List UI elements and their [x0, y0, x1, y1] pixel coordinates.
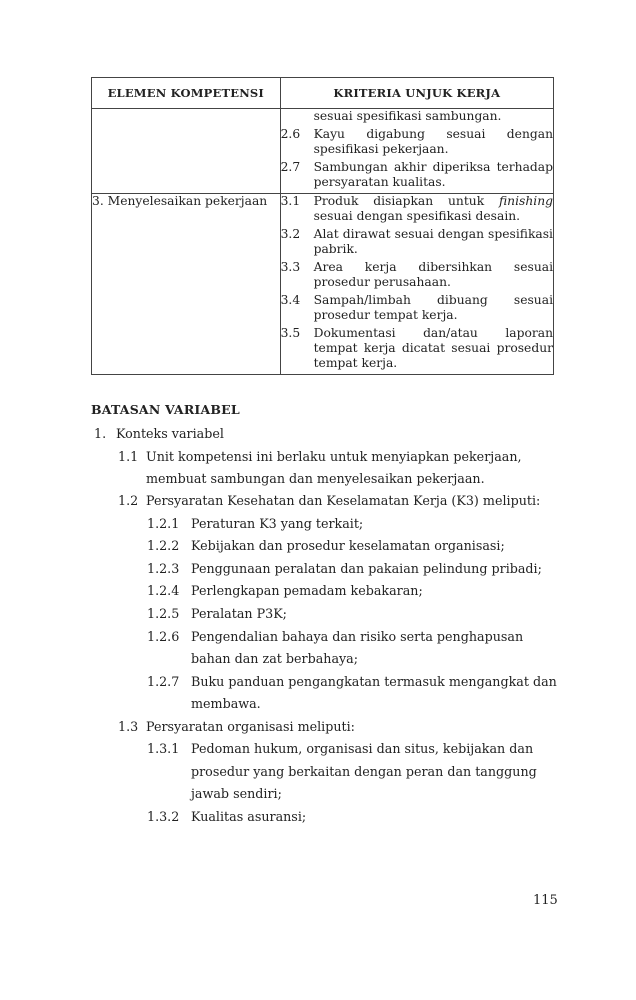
page-number: 115 [533, 893, 558, 908]
list-text: membawa. [191, 696, 261, 711]
list-text: Persyaratan organisasi meliputi: [146, 719, 355, 734]
list-number: 1.3.1 [147, 741, 180, 756]
list-number: 1.2.2 [147, 538, 180, 553]
kriteria-cell [280, 194, 553, 375]
table-row [92, 109, 554, 194]
kriteria-number: 3.4 [280, 293, 301, 307]
list-item-level3 [147, 535, 560, 557]
kriteria-item [281, 260, 553, 290]
table-header-row [92, 78, 554, 109]
list-text: prosedur yang berkaitan dengan peran dan tanggung [191, 764, 537, 779]
list-item-level3 [147, 671, 560, 693]
section-heading: BATASAN VARIABEL [91, 402, 240, 417]
list-item-level3 [147, 603, 560, 625]
list-number: 1.2.6 [147, 629, 180, 644]
list-number: 1. [94, 426, 107, 441]
list-number: 1.3 [118, 719, 139, 734]
kriteria-number: 3.1 [280, 194, 301, 208]
kriteria-item [281, 160, 553, 190]
list-item-level3 [147, 580, 560, 602]
list-item-level2 [118, 490, 560, 512]
kriteria-item [281, 293, 553, 323]
list-number-spacer [147, 761, 191, 783]
list-text: bahan dan zat berbahaya; [191, 651, 359, 666]
list-text: Penggunaan peralatan dan pakaian pelindung pribadi; [191, 561, 542, 576]
list-item-level3 [147, 513, 560, 535]
list-text: Pedoman hukum, organisasi dan situs, kebijakan dan [191, 741, 534, 756]
kriteria-item [281, 109, 553, 124]
kriteria-item [281, 194, 553, 224]
list-item-level2 [118, 716, 560, 738]
header-elemen-kompetensi: ELEMEN KOMPETENSI [92, 78, 281, 109]
kriteria-text: Dokumentasi dan/atau laporan tempat kerja dicatat sesuai prosedur tempat kerja. [313, 326, 553, 370]
list-item-level3 [147, 626, 560, 648]
list-item-level3 [147, 738, 560, 760]
list-text: jawab sendiri; [191, 786, 282, 801]
list-number-spacer [118, 468, 146, 490]
kriteria-text-part: sesuai dengan spesifikasi desain. [313, 209, 521, 223]
list-item-continuation [147, 693, 560, 715]
competency-table [91, 77, 554, 375]
list-number: 1.1 [118, 449, 139, 464]
list-item-continuation [147, 783, 560, 805]
kriteria-cell [280, 109, 553, 194]
list-text: Peraturan K3 yang terkait; [191, 516, 364, 531]
list-text: Unit kompetensi ini berlaku untuk menyiapkan pekerjaan, [146, 449, 522, 464]
kriteria-text-part: Produk disiapkan untuk [313, 194, 499, 208]
kriteria-number: 3.5 [280, 326, 301, 340]
kriteria-text: Alat dirawat sesuai dengan spesifikasi pabrik. [313, 227, 553, 256]
list-text: Persyaratan Kesehatan dan Keselamatan Kerja (K3) meliputi: [146, 493, 541, 508]
list-number: 1.2.1 [147, 516, 180, 531]
list-item-level1 [94, 423, 560, 445]
kriteria-item [281, 227, 553, 257]
elemen-cell [92, 109, 281, 194]
kriteria-number: 2.7 [280, 160, 301, 174]
list-number: 1.2.7 [147, 674, 180, 689]
kriteria-number: 2.6 [280, 127, 301, 141]
list-number-spacer [147, 648, 191, 670]
kriteria-item [281, 326, 553, 371]
list-number: 1.3.2 [147, 809, 180, 824]
list-text: Kebijakan dan prosedur keselamatan organisasi; [191, 538, 505, 553]
table-row [92, 194, 554, 375]
list-number: 1.2.4 [147, 583, 180, 598]
kriteria-text: sesuai spesifikasi sambungan. [313, 109, 502, 123]
list-number: 1.2.3 [147, 561, 180, 576]
list-number-spacer [147, 783, 191, 805]
kriteria-item [281, 127, 553, 157]
list-number: 1.2.5 [147, 606, 180, 621]
kriteria-text-italic: finishing [498, 194, 553, 208]
list-text: membuat sambungan dan menyelesaikan pekerjaan. [146, 471, 485, 486]
list-text: Perlengkapan pemadam kebakaran; [191, 583, 423, 598]
kriteria-text: Sambungan akhir diperiksa terhadap persyaratan kualitas. [313, 160, 553, 189]
kriteria-text: Kayu digabung sesuai dengan spesifikasi pekerjaan. [313, 127, 553, 156]
kriteria-number: 3.3 [280, 260, 301, 274]
list-text: Pengendalian bahaya dan risiko serta penghapusan [191, 629, 524, 644]
list-number: 1.2 [118, 493, 139, 508]
list-item-level3 [147, 558, 560, 580]
list-text: Kualitas asuransi; [191, 809, 307, 824]
elemen-cell: 3. Menyelesaikan pekerjaan [92, 194, 281, 375]
list-text: Buku panduan pengangkatan termasuk mengangkat dan [191, 674, 557, 689]
list-item-continuation [118, 468, 560, 490]
kriteria-text: Sampah/limbah dibuang sesuai prosedur tempat kerja. [313, 293, 553, 322]
header-kriteria-unjuk-kerja: KRITERIA UNJUK KERJA [280, 78, 553, 109]
kriteria-text [314, 194, 553, 224]
list-text: Konteks variabel [116, 426, 224, 441]
list-item-level2 [118, 446, 560, 468]
list-text: Peralatan P3K; [191, 606, 287, 621]
list-item-level3 [147, 806, 560, 828]
list-number-spacer [147, 693, 191, 715]
kriteria-text: Area kerja dibersihkan sesuai prosedur perusahaan. [313, 260, 553, 289]
list-item-continuation [147, 648, 560, 670]
list-item-continuation [147, 761, 560, 783]
kriteria-number: 3.2 [280, 227, 301, 241]
